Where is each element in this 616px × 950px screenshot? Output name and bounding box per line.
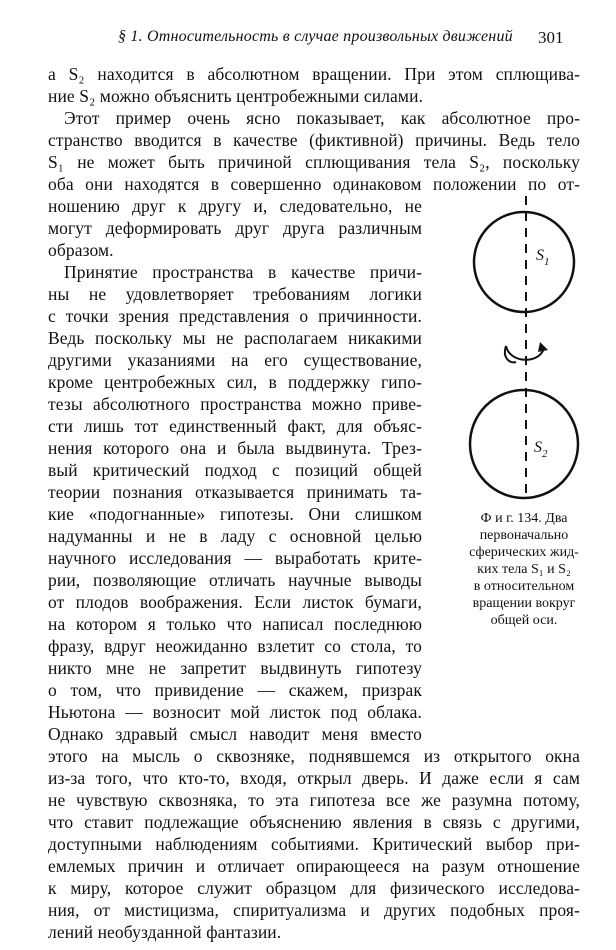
text-line: Принятие пространства в качестве причи- [64, 262, 422, 282]
text-line: ны не удовлетворяет требованиям логики [48, 284, 422, 304]
caption-line: первоначально [479, 528, 569, 543]
caption-line: в относительном [473, 579, 575, 594]
text-line: этого на мысль о сквозняке, поднявшемся из открытого окна [48, 746, 580, 766]
text-line: другими указаниями на его существование, [48, 350, 422, 370]
label-s1: $S_1$ [536, 247, 550, 268]
text-line: лений необузданной фантазии. [48, 922, 282, 942]
figure-diagram [436, 196, 612, 516]
figure-caption [436, 510, 612, 629]
text-line: Этот пример очень ясно показывает, как абсолютное про- [64, 108, 580, 128]
text-line: образом. [48, 240, 114, 260]
page-header [0, 28, 616, 52]
text-line: от плодов воображения. Если листок бумаги, [48, 592, 422, 612]
text-line: вый критический подход с позиций общей [48, 460, 422, 480]
text-line: доступными наблюдениям событиями. Критический выбор при- [48, 834, 580, 854]
text-line: рии, позволяющие отличать научные выводы [48, 570, 422, 590]
text-line: не чувствую сквозняка, то эта гипотеза все же разумна потому, [48, 790, 580, 810]
text-line: ния, от мистицизма, спиритуализма и других подобных проя- [48, 900, 580, 920]
caption-line: Ф и г. 134. Два [480, 511, 568, 526]
caption-line: вращении вокруг [472, 596, 576, 611]
text-line: фразу, вдруг неожиданно взлетит со стола, то [48, 636, 422, 656]
text-line: кие «подогнанные» гипотезы. Они слишком [48, 504, 422, 524]
text-line: тезы абсолютного пространства можно приве- [48, 394, 422, 414]
text-line: оба они находятся в совершенно одинаковом положении по от- [48, 174, 580, 194]
caption-line: сферических жид- [469, 545, 579, 560]
text-line: о том, что привидение — скажем, призрак [48, 680, 422, 700]
text-line: научного исследования — выработать крите- [48, 548, 422, 568]
arrowhead [538, 342, 548, 352]
text-line: а S₂ находится в абсолютном вращении. При этом сплющива- [48, 64, 580, 84]
text-line: надуманны и не в ладу с основной целью [48, 526, 422, 546]
text-line: могут деформировать друг друга различным [48, 218, 422, 238]
text-line: Однако здравый смысл наводит меня вместо [48, 724, 422, 744]
sphere-s2 [470, 390, 578, 498]
page-number: 301 [538, 28, 564, 47]
text-line: Ньютона — возносит мой листок под облака. [48, 702, 422, 722]
text-line: Ведь поскольку мы не располагаем никакими [48, 328, 422, 348]
running-title: § 1. Относительность в случае произвольных движений [118, 28, 513, 45]
text-line: емлемых причин и отличает опирающееся на разум отношение [48, 856, 580, 876]
text-line: с точки зрения представления о причинности. [48, 306, 422, 326]
text-line: теории познания отказывается принимать та- [48, 482, 422, 502]
text-line: никто мне не запретит выдвинуть гипотезу [48, 658, 422, 678]
label-s2: $S_2$ [534, 439, 548, 460]
text-line: нения которого она и была выдвинута. Трез- [48, 438, 422, 458]
text-line: кроме центробежных сил, в поддержку гипо- [48, 372, 422, 392]
text-line: ношению друг к другу и, следовательно, не [48, 196, 422, 216]
text-line: ние S₂ можно объяснить центробежными силами. [48, 86, 424, 106]
text-line: что ставит подлежащие объяснению явления в связь с другими, [48, 812, 580, 832]
text-line: S₁ не может быть причиной сплющивания тела S₂, поскольку [48, 152, 580, 172]
text-line: из-за того, что кто-то, входя, открыл дверь. И даже если я сам [48, 768, 580, 788]
text-line: на котором я только что написал последнюю [48, 614, 422, 634]
text-line: сти лишь тот единственный факт, для объяс- [48, 416, 422, 436]
caption-line: общей оси. [490, 613, 558, 628]
text-line: к миру, которое служит образцом для физического исследова- [48, 878, 580, 898]
caption-line: ких тела S₁ и S₂ [477, 562, 571, 577]
text-line: странство вводится в качестве (фиктивной) причины. Ведь тело [48, 130, 580, 150]
sphere-s1 [474, 212, 574, 312]
